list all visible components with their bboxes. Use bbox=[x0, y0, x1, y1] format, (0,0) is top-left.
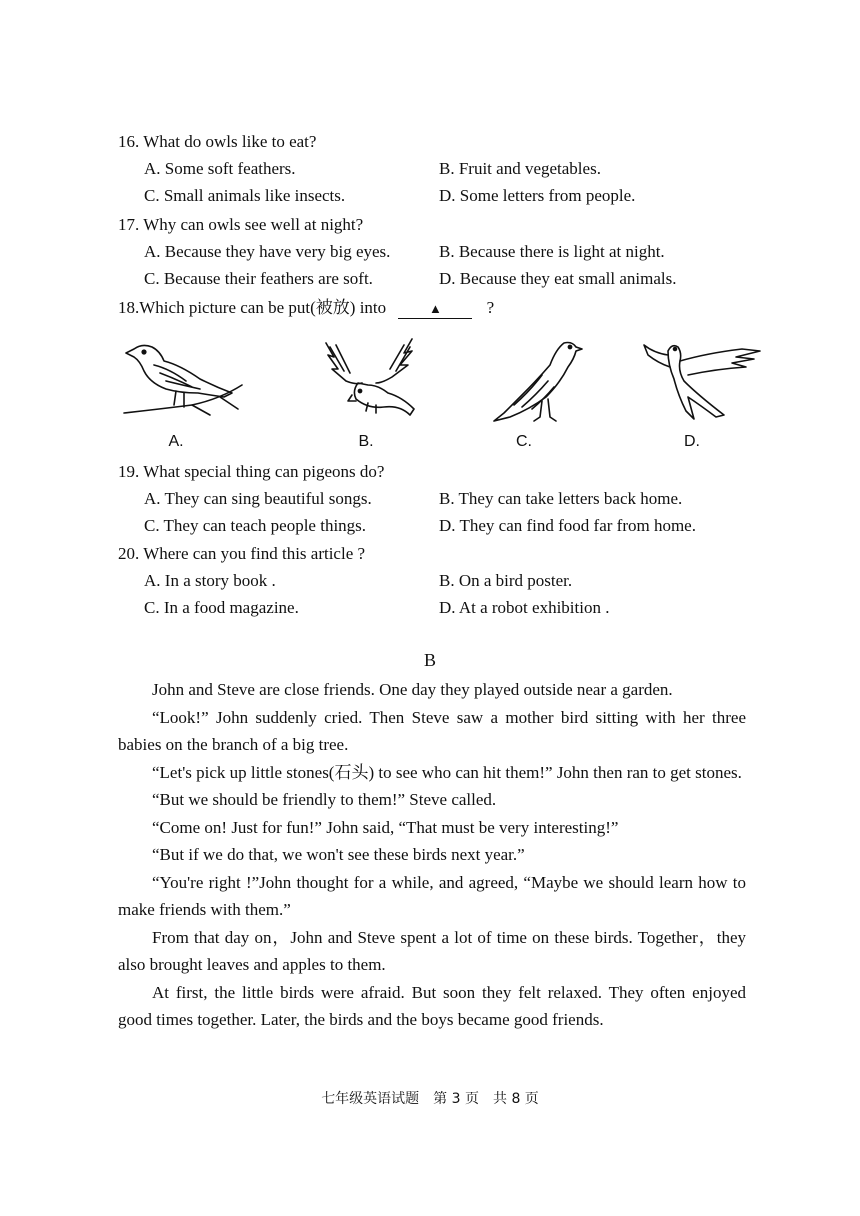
pigeon-icon bbox=[482, 335, 612, 425]
picture-label-a: A. bbox=[168, 433, 184, 450]
question-stem: 20. Where can you find this article ? bbox=[118, 544, 366, 563]
option-d: D. Because they eat small animals. bbox=[439, 269, 677, 288]
option-b: B. Because there is light at night. bbox=[439, 242, 665, 261]
option-d: D. They can find food far from home. bbox=[439, 516, 696, 535]
passage-paragraph: “Look!” John suddenly cried. Then Steve saw a mother bird sitting with her three babies on the branch of a big tree. bbox=[118, 707, 746, 754]
option-b: B. Fruit and vegetables. bbox=[439, 159, 601, 178]
passage-paragraph: At first, the little birds were afraid. But soon they felt relaxed. They often enjoyed good times together. Later, the birds and the boys became good friends. bbox=[118, 982, 746, 1029]
option-b: B. They can take letters back home. bbox=[439, 489, 683, 508]
picture-label-b: B. bbox=[358, 433, 374, 450]
passage-paragraph: “Let's pick up little stones(石头) to see who can hit them!” John then ran to get stones. bbox=[152, 762, 742, 782]
option-a: A. In a story book . bbox=[144, 571, 276, 590]
passage-paragraph: “But if we do that, we won't see these birds next year.” bbox=[152, 845, 525, 864]
picture-label-c: C. bbox=[516, 433, 532, 450]
picture-b bbox=[316, 335, 446, 425]
question-stem: 17. Why can owls see well at night? bbox=[118, 215, 364, 234]
bird-pictures bbox=[118, 335, 758, 455]
reading-passage bbox=[118, 676, 746, 1034]
option-a: A. Some soft feathers. bbox=[144, 159, 296, 178]
swallow-icon bbox=[638, 335, 768, 425]
option-c: C. Because their feathers are soft. bbox=[144, 269, 373, 288]
question-16 bbox=[118, 128, 758, 209]
page-footer: 七年级英语试题 第 3 页 共 8 页 bbox=[321, 1091, 539, 1107]
eagle-icon bbox=[316, 335, 446, 425]
question-18 bbox=[118, 294, 758, 321]
picture-c bbox=[482, 335, 612, 425]
question-stem: 18.Which picture can be put(被放) into bbox=[118, 298, 387, 317]
question-stem: 16. What do owls like to eat? bbox=[118, 132, 317, 151]
sparrow-icon bbox=[120, 335, 250, 425]
picture-d bbox=[638, 335, 768, 425]
question-stem-end: ? bbox=[486, 298, 495, 317]
section-heading: B bbox=[423, 650, 436, 670]
option-a: A. They can sing beautiful songs. bbox=[144, 489, 372, 508]
question-19 bbox=[118, 458, 758, 539]
passage-paragraph: “You're right !”John thought for a while, and agreed, “Maybe we should learn how to make friends with them.” bbox=[118, 872, 746, 919]
passage-paragraph: “Come on! Just for fun!” John said, “That must be very interesting!” bbox=[152, 817, 619, 837]
picture-label-d: D. bbox=[684, 433, 700, 450]
question-17 bbox=[118, 211, 758, 292]
passage-paragraph: From that day on，John and Steve spent a lot of time on these birds. Together，they also brought leaves and apples to them. bbox=[118, 927, 746, 974]
option-b: B. On a bird poster. bbox=[439, 571, 573, 590]
picture-a bbox=[120, 335, 250, 425]
question-stem: 19. What special thing can pigeons do? bbox=[118, 462, 385, 481]
option-c: C. Small animals like insects. bbox=[144, 186, 346, 205]
option-c: C. In a food magazine. bbox=[144, 598, 299, 617]
passage-paragraph: “But we should be friendly to them!” Steve called. bbox=[152, 790, 497, 809]
question-20 bbox=[118, 540, 758, 621]
passage-paragraph: John and Steve are close friends. One day they played outside near a garden. bbox=[152, 680, 673, 699]
triangle-mark: ▲ bbox=[428, 301, 442, 316]
option-d: D. At a robot exhibition . bbox=[439, 598, 610, 617]
option-c: C. They can teach people things. bbox=[144, 516, 367, 535]
option-d: D. Some letters from people. bbox=[439, 186, 636, 205]
answer-blank bbox=[398, 298, 472, 319]
option-a: A. Because they have very big eyes. bbox=[144, 242, 391, 261]
